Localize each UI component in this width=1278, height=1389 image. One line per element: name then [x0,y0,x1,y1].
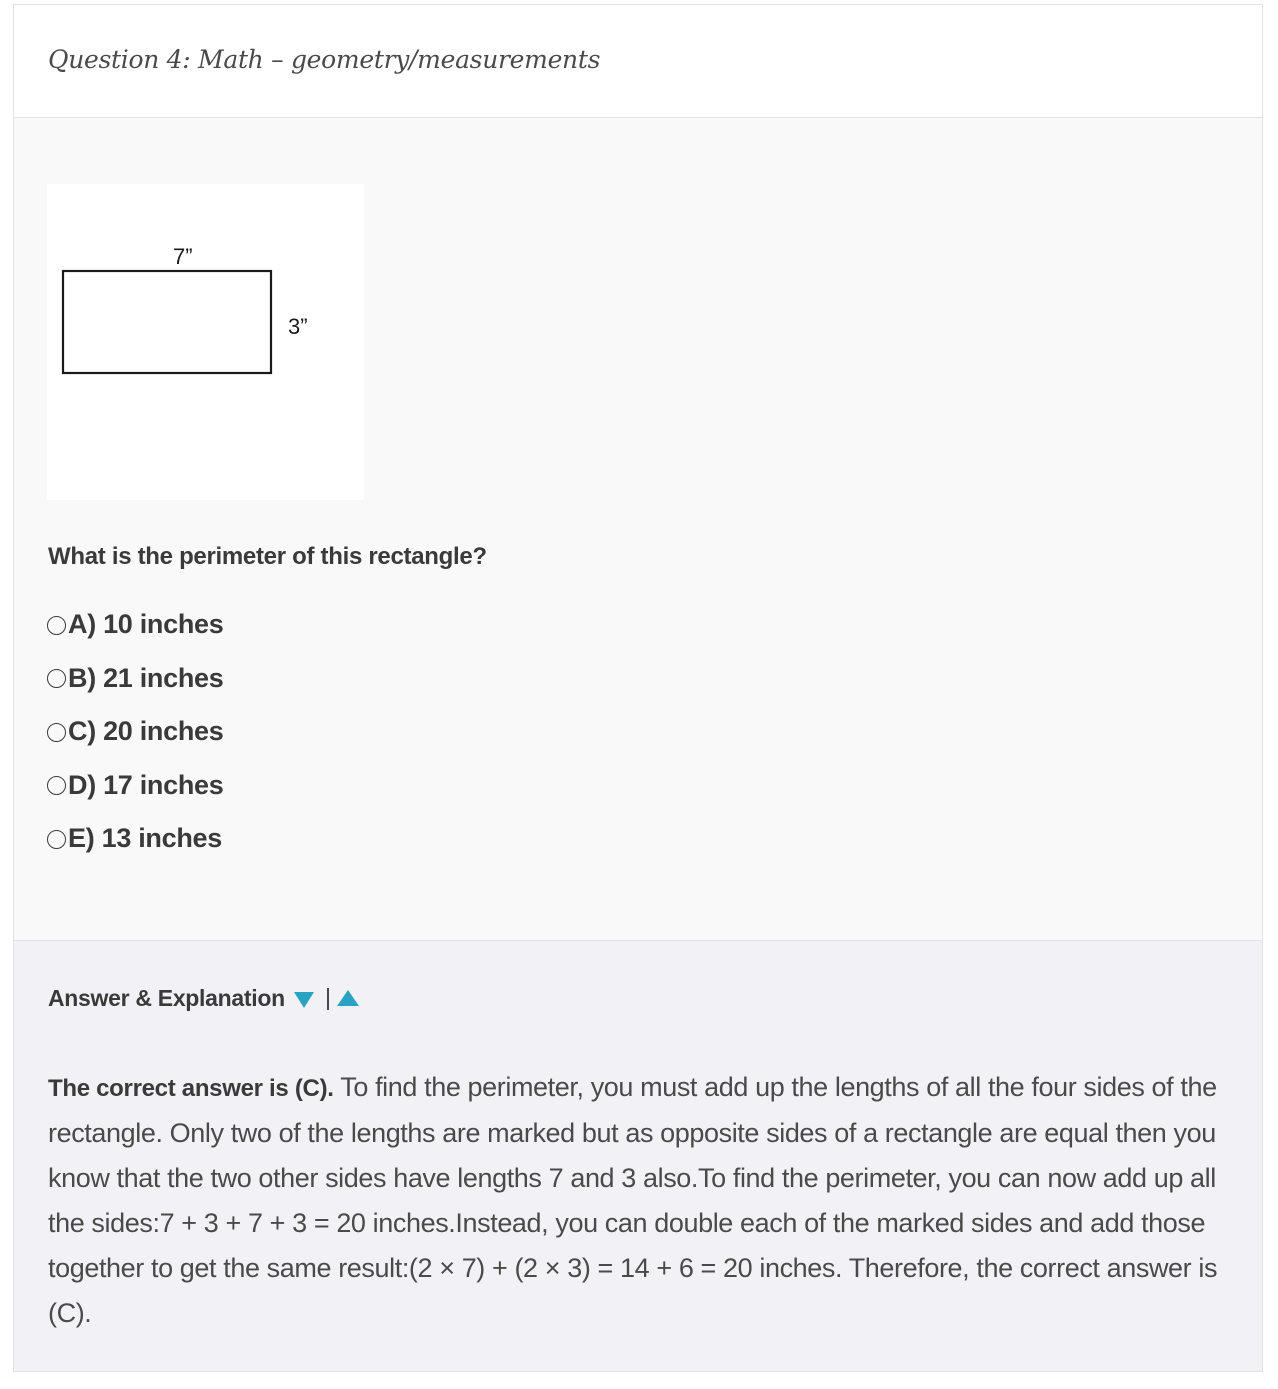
rectangle-diagram [47,184,364,500]
option-b[interactable] [47,652,223,706]
radio-button[interactable] [47,616,66,635]
rectangle-figure [47,184,364,500]
width-label: 7” [173,244,193,269]
explanation-text [48,1065,1228,1336]
option-e[interactable] [47,812,223,866]
correct-answer-lead: The correct answer is (C). [48,1075,334,1102]
option-label: D) 17 inches [68,769,224,800]
answer-options [47,598,223,866]
question-body [14,118,1262,941]
answer-header [48,985,359,1012]
option-d[interactable] [47,759,223,813]
expand-arrow-icon[interactable] [294,992,314,1008]
question-card [13,4,1263,1372]
radio-button[interactable] [47,830,66,849]
option-label: C) 20 inches [68,716,224,747]
height-label: 3” [288,314,308,339]
answer-section [14,941,1262,1371]
option-a[interactable] [47,598,223,652]
radio-button[interactable] [47,723,66,742]
question-title: Question 4: Math – geometry/measurements [48,45,601,74]
option-label: A) 10 inches [68,609,224,640]
answer-header-label: Answer & Explanation [48,985,285,1011]
rectangle-shape [63,271,271,373]
divider [327,988,329,1010]
option-label: B) 21 inches [68,662,224,693]
option-c[interactable] [47,705,223,759]
collapse-arrow-icon[interactable] [337,990,359,1006]
radio-button[interactable] [47,669,66,688]
radio-button[interactable] [47,776,66,795]
explanation-body: To find the perimeter, you must add up the lengths of all the four sides of the rectangle. Only two of the lengths are marked but as opposite sides of a rectangle are equal then you know that the two other sides have lengths 7 and 3 also.To find the perimeter, you can now add up all the sides:7 + 3 + 7 + 3 = 20 inches.Instead, you can double each of the marked sides and add those together to get the same result:(2 × 7) + (2 × 3) = 14 + 6 = 20 inches. Therefore, the correct answer is (C). [48,1072,1218,1328]
card-header [14,5,1262,118]
question-text: What is the perimeter of this rectangle? [48,543,487,570]
option-label: E) 13 inches [68,823,222,854]
